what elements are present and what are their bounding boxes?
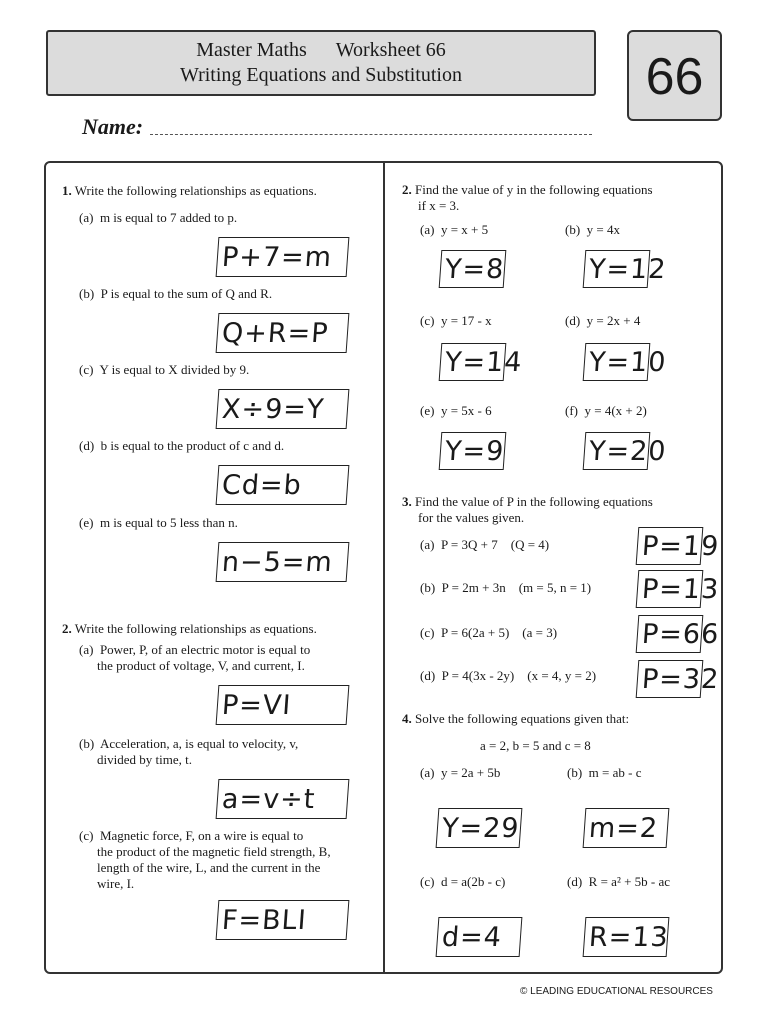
- q3b-question: (b) P = 2m + 3n (m = 5, n = 1): [420, 580, 592, 595]
- q3c-question: (c) P = 6(2a + 5) (a = 3): [420, 625, 558, 640]
- q1a-question: (a) m is equal to 7 added to p.: [79, 210, 238, 225]
- q1c-question: (c) Y is equal to X divided by 9.: [79, 362, 250, 377]
- q4d-question: (d) R = a² + 5b - ac: [567, 874, 671, 889]
- worksheet-number-badge: 66: [627, 30, 722, 121]
- column-divider: [383, 161, 385, 974]
- q2c-question-line4: wire, I.: [97, 876, 135, 891]
- q3a-answer-box[interactable]: P=19: [636, 527, 704, 565]
- q1c-answer-box[interactable]: X÷9=Y: [216, 389, 350, 429]
- copyright-footer: © LEADING EDUCATIONAL RESOURCES: [520, 986, 713, 997]
- q2a-question-line2: the product of voltage, V, and current, I.: [97, 658, 305, 673]
- q3c-answer-box[interactable]: P=66: [636, 615, 704, 653]
- q2a-question: (a) Power, P, of an electric motor is equal to: [79, 642, 311, 657]
- q1a-answer-box[interactable]: P+7=m: [216, 237, 350, 277]
- q4d-answer-box[interactable]: R=13: [583, 917, 670, 957]
- q2b-answer-box[interactable]: a=v÷t: [216, 779, 350, 819]
- q2c-question-line2: the product of the magnetic field strength, B,: [97, 844, 331, 859]
- q1d-answer-box[interactable]: Cd=b: [216, 465, 350, 505]
- q3d-answer-box[interactable]: P=32: [636, 660, 704, 698]
- q4c-answer-box[interactable]: d=4: [436, 917, 523, 957]
- header-title-left: Master Maths: [196, 39, 307, 61]
- q3-prompt-line2: for the values given.: [418, 510, 525, 525]
- q2b-question-line2: divided by time, t.: [97, 752, 192, 767]
- header-title-right: Worksheet 66: [335, 39, 446, 61]
- q2-right-c-answer-box[interactable]: Y=14: [439, 343, 507, 381]
- q2c-question-line3: length of the wire, L, and the current in the: [97, 860, 321, 875]
- q2-right-prompt: 2. Find the value of y in the following equations: [402, 182, 653, 197]
- q2-left-prompt: 2. Write the following relationships as equations.: [62, 621, 317, 636]
- q4b-question: (b) m = ab - c: [567, 765, 642, 780]
- q2-right-d: (d) y = 2x + 4: [565, 313, 641, 328]
- q1e-answer-box[interactable]: n−5=m: [216, 542, 350, 582]
- q2c-question: (c) Magnetic force, F, on a wire is equal to: [79, 828, 304, 843]
- q4b-answer-box[interactable]: m=2: [583, 808, 670, 848]
- q4c-question: (c) d = a(2b - c): [420, 874, 506, 889]
- q1b-answer-box[interactable]: Q+R=P: [216, 313, 350, 353]
- q2-right-a: (a) y = x + 5: [420, 222, 489, 237]
- q4-given-values: a = 2, b = 5 and c = 8: [480, 738, 591, 753]
- q2-right-d-answer-box[interactable]: Y=10: [583, 343, 651, 381]
- q2-right-e: (e) y = 5x - 6: [420, 403, 492, 418]
- q2-right-b-answer-box[interactable]: Y=12: [583, 250, 651, 288]
- q1e-question: (e) m is equal to 5 less than n.: [79, 515, 238, 530]
- q2b-question: (b) Acceleration, a, is equal to velocity, v,: [79, 736, 299, 751]
- q2-right-f-answer-box[interactable]: Y=20: [583, 432, 651, 470]
- q2a-answer-box[interactable]: P=VI: [216, 685, 350, 725]
- q4a-answer-box[interactable]: Y=29: [436, 808, 523, 848]
- q2-right-prompt-line2: if x = 3.: [418, 198, 460, 213]
- name-label: Name:: [82, 114, 144, 139]
- q2c-answer-box[interactable]: F=BLI: [216, 900, 350, 940]
- q1-prompt: 1. Write the following relationships as equations.: [62, 183, 317, 198]
- q2-right-f: (f) y = 4(x + 2): [565, 403, 647, 418]
- header-subtitle: Writing Equations and Substitution: [180, 64, 462, 86]
- q3a-question: (a) P = 3Q + 7 (Q = 4): [420, 537, 550, 552]
- q4a-question: (a) y = 2a + 5b: [420, 765, 501, 780]
- q2-right-e-answer-box[interactable]: Y=9: [439, 432, 507, 470]
- q2-right-c: (c) y = 17 - x: [420, 313, 492, 328]
- q2-right-b: (b) y = 4x: [565, 222, 621, 237]
- q3d-question: (d) P = 4(3x - 2y) (x = 4, y = 2): [420, 668, 597, 683]
- worksheet-header: [46, 30, 596, 96]
- q2-right-a-answer-box[interactable]: Y=8: [439, 250, 507, 288]
- q4-prompt: 4. Solve the following equations given that:: [402, 711, 630, 726]
- q1b-question: (b) P is equal to the sum of Q and R.: [79, 286, 273, 301]
- name-field-line[interactable]: [150, 134, 592, 135]
- q3-prompt: 3. Find the value of P in the following equations: [402, 494, 653, 509]
- q3b-answer-box[interactable]: P=13: [636, 570, 704, 608]
- q1d-question: (d) b is equal to the product of c and d.: [79, 438, 285, 453]
